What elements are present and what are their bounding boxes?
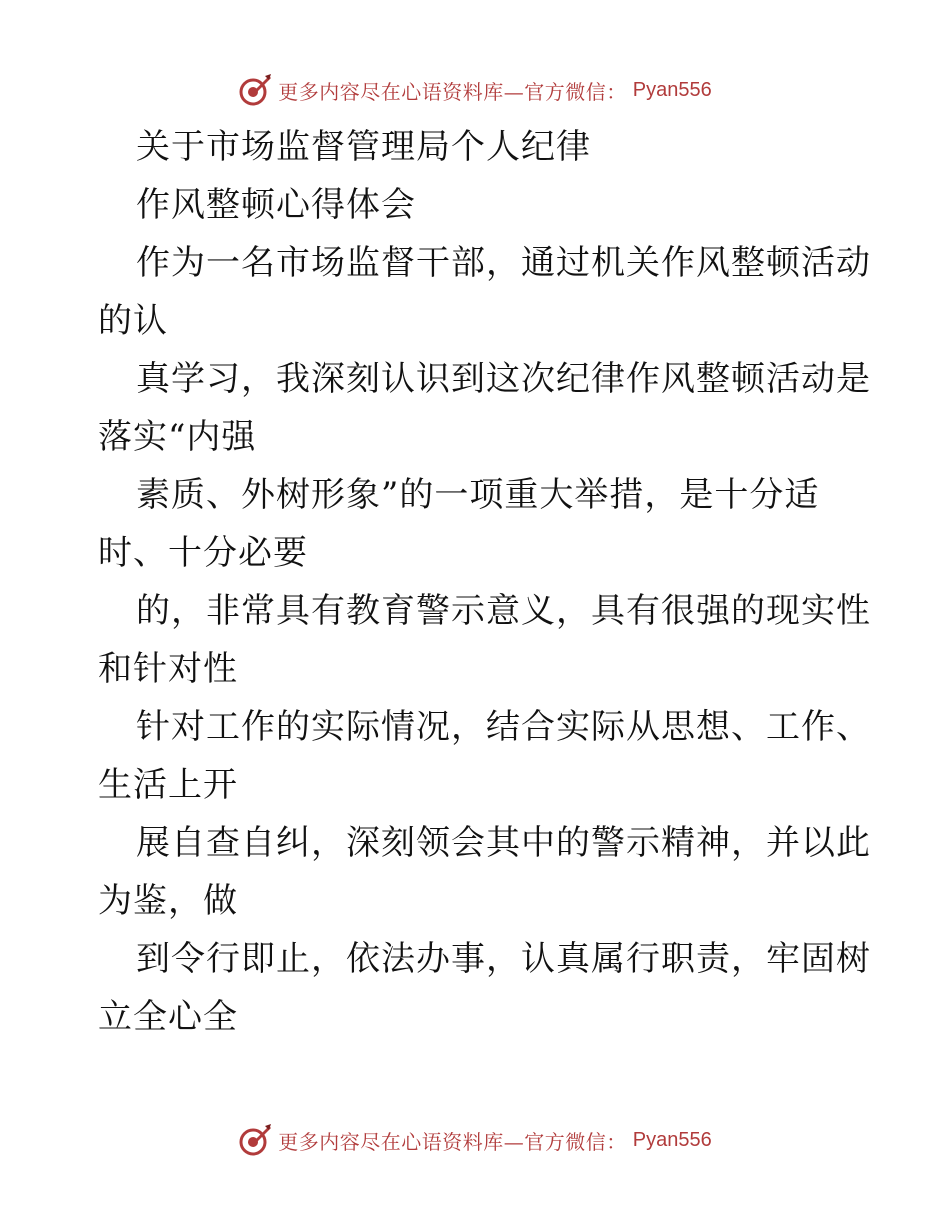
text-line-wrap: 和针对性 <box>98 649 238 689</box>
watermark-wechat-id: Pyan556 <box>632 78 712 101</box>
text-line: 针对工作的实际情况，结合实际从思想、工作、 <box>136 707 871 747</box>
watermark-wechat-id: Pyan556 <box>632 1128 712 1151</box>
text-line: 作风整顿心得体会 <box>136 185 416 225</box>
text-line-wrap: 立全心全 <box>98 997 238 1037</box>
quill-circle-icon <box>238 1123 272 1157</box>
footer-watermark <box>0 1120 950 1160</box>
document-body <box>98 118 871 1046</box>
watermark-text: 更多内容尽在心语资料库—官方微信： <box>278 1129 627 1154</box>
header-watermark <box>0 70 950 110</box>
text-line-wrap: 生活上开 <box>98 765 238 805</box>
text-line: 素质、外树形象”的一项重大举措，是十分适 <box>136 475 820 515</box>
text-line-wrap: 为鉴，做 <box>98 881 238 921</box>
text-line: 展自查自纠，深刻领会其中的警示精神，并以此 <box>136 823 871 863</box>
text-line: 到令行即止，依法办事，认真属行职责，牢固树 <box>136 939 871 979</box>
text-line-wrap: 落实“内强 <box>98 417 257 457</box>
text-line: 的，非常具有教育警示意义，具有很强的现实性 <box>136 591 871 631</box>
quill-circle-icon <box>238 73 272 107</box>
watermark-text: 更多内容尽在心语资料库—官方微信： <box>278 79 627 104</box>
text-line: 作为一名市场监督干部，通过机关作风整顿活动 <box>136 243 871 283</box>
text-line-wrap: 的认 <box>98 301 168 341</box>
text-line: 真学习，我深刻认识到这次纪律作风整顿活动是 <box>136 359 871 399</box>
text-line: 关于市场监督管理局个人纪律 <box>136 127 591 167</box>
text-line-wrap: 时、十分必要 <box>98 533 308 573</box>
